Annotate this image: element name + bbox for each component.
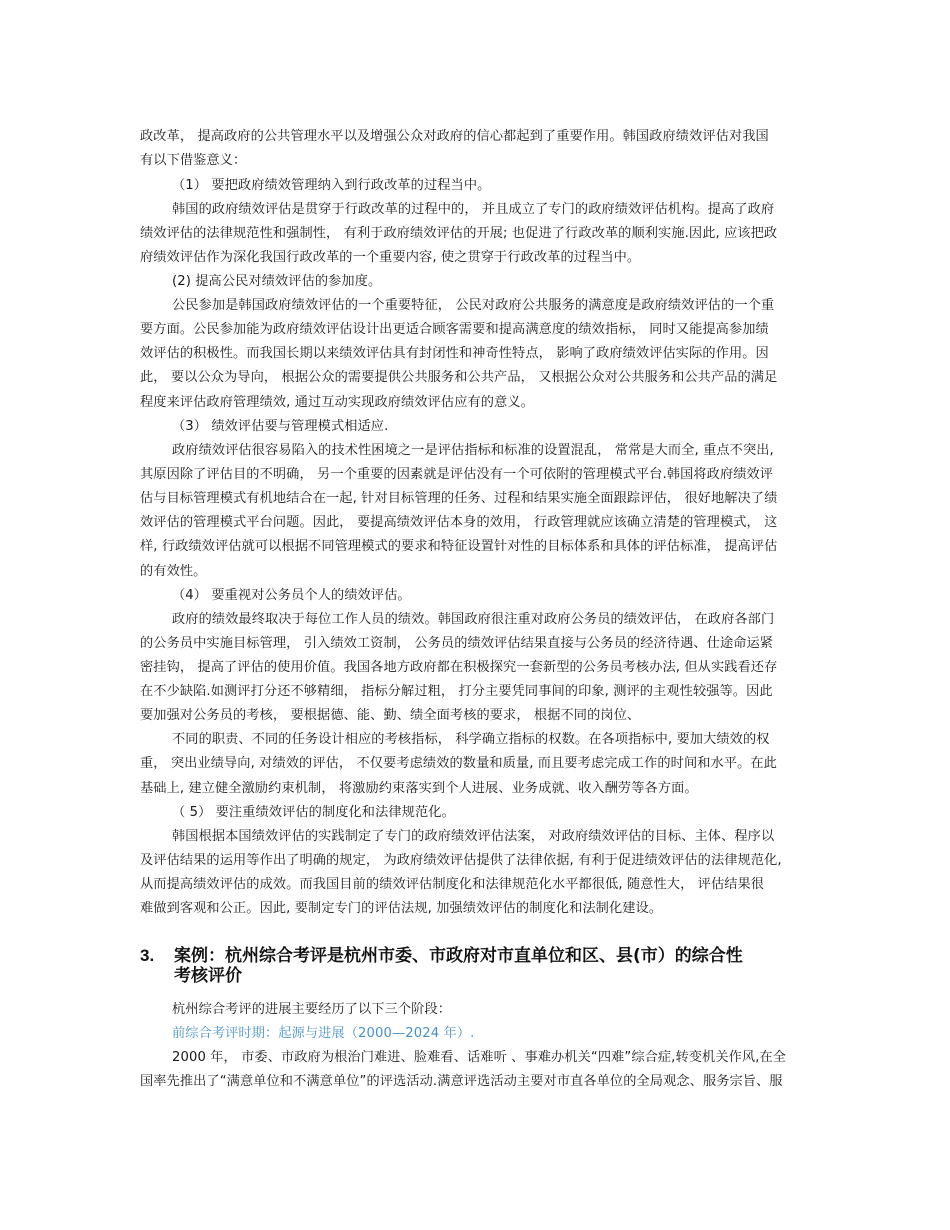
paragraph-line: 杭州综合考评的进展主要经历了以下三个阶段： [172,1002,452,1017]
paragraph-line: 难做到客观和公正。因此, 要制定专门的评估法规, 加强绩效评估的制度化和法制化建设。 [140,901,663,916]
item-heading-2: (2) 提高公民对绩效评估的参加度。 [172,274,382,289]
paragraph-line: 国率先推出了“满意单位和不满意单位”的评选活动.满意评选活动主要对市直各单位的全局观念、服务宗旨、服 [140,1074,783,1089]
paragraph-line: 其原因除了评估目的不明确， 另一个重要的因素就是评估没有一个可依附的管理模式平台.韩国将政府绩效评 [140,467,774,482]
section-title-line-1: 案例：杭州综合考评是杭州市委、市政府对市直单位和区、县(市）的综合性 [174,946,743,966]
paragraph-line: 有以下借鉴意义： [140,153,247,168]
paragraph-line: 公民参加是韩国政府绩效评估的一个重要特征， 公民对政府公共服务的满意度是政府绩效评估的一个重 [172,298,775,313]
paragraph-line: 政府绩效评估很容易陷入的技术性困境之一是评估指标和标准的设置混乱， 常常是大而全, 重点不突出, [172,443,774,458]
paragraph-line: 密挂钩， 提高了评估的使用价值。我国各地方政府都在积极探究一套新型的公务员考核办法, 但从实践看还存 [140,660,778,675]
paragraph-line: 此， 要以公众为导向， 根据公众的需要提供公共服务和公共产品， 又根据公众对公共服务和公共产品的满足 [140,370,778,385]
paragraph-line: 韩国的政府绩效评估是贯穿于行政改革的过程中的， 并且成立了专门的政府绩效评估机构。提高了政府 [172,202,775,217]
section-heading [140,946,743,966]
paragraph-line: 府绩效评估作为深化我国行政改革的一个重要内容, 使之贯穿于行政改革的过程当中。 [140,250,641,265]
paragraph-line: 估与目标管理模式有机地结合在一起, 针对目标管理的任务、过程和结果实施全面跟踪评估， 很好地解决了绩 [140,491,778,506]
paragraph-line: 程度来评估政府管理绩效, 通过互动实现政府绩效评估应有的意义。 [140,395,534,410]
section-number: 3. [140,946,155,965]
paragraph-line: 样, 行政绩效评估就可以根据不同管理模式的要求和特征设置针对性的目标体系和具体的评估标准， 提高评估 [140,539,778,554]
paragraph-line: 2000 年， 市委、市政府为根治门难进、脸难看、话难听 、事难办机关“四难”综合症,转变机关作风,在全 [172,1050,787,1065]
item-heading-3: （3） 绩效评估要与管理模式相适应. [172,419,389,434]
paragraph-line: 的有效性。 [140,564,207,579]
item-heading-4: （4） 要重视对公务员个人的绩效评估。 [172,588,411,603]
paragraph-line: 绩效评估的法律规范性和强制性， 有利于政府绩效评估的开展; 也促进了行政改革的顺利实施.因此, 应该把政 [140,226,778,241]
item-heading-1: （1） 要把政府绩效管理纳入到行政改革的过程当中。 [172,178,491,193]
paragraph-line: 政府的绩效最终取决于每位工作人员的绩效。韩国政府很注重对政府公务员的绩效评估， 在政府各部门 [172,612,775,627]
section-title-line-2: 考核评价 [174,966,242,986]
paragraph-line: 从而提高绩效评估的成效。而我国目前的绩效评估制度化和法律规范化水平都很低, 随意性大， 评估结果很 [140,877,765,892]
paragraph-line: 不同的职责、不同的任务设计相应的考核指标， 科学确立指标的权数。在各项指标中, 要加大绩效的权 [172,732,770,747]
paragraph-line: 韩国根据本国绩效评估的实践制定了专门的政府绩效评估法案， 对政府绩效评估的目标、主体、程序以 [172,829,775,844]
paragraph-line: 重， 突出业绩导向, 对绩效的评估， 不仅要考虑绩效的数量和质量, 而且要考虑完成工作的时间和水平。在此 [140,756,777,771]
paragraph-line: 效评估的管理模式平台问题。因此， 要提高绩效评估本身的效用， 行政管理就应该确立清楚的管理模式， 这 [140,515,778,530]
paragraph-line: 及评估结果的运用等作出了明确的规定， 为政府绩效评估提供了法律依据, 有利于促进绩效评估的法律规范化, [140,853,782,868]
paragraph-line: 的公务员中实施目标管理， 引入绩效工资制， 公务员的绩效评估结果直接与公务员的经济待遇、仕途命运紧 [140,636,774,651]
item-heading-5: （ 5） 要注重绩效评估的制度化和法律规范化。 [172,805,455,820]
paragraph-line: 效评估的积极性。而我国长期以来绩效评估具有封闭性和神奇性特点， 影响了政府绩效评估实际的作用。因 [140,346,769,361]
paragraph-line: 政改革， 提高政府的公共管理水平以及增强公众对政府的信心都起到了重要作用。韩国政府绩效评估对我国 [140,129,769,144]
paragraph-line: 基础上, 建立健全激励约束机制， 将激励约束落实到个人进展、业务成就、收入酬劳等各方面。 [140,781,698,796]
paragraph-line: 在不少缺陷.如测评打分还不够精细， 指标分解过粗， 打分主要凭同事间的印象, 测评的主观性较强等。因此 [140,684,773,699]
phase-heading: 前综合考评时期：起源与进展（2000—2024 年）. [172,1026,475,1041]
paragraph-line: 要方面。公民参加能为政府绩效评估设计出更适合顾客需要和提高满意度的绩效指标， 同时又能提高参加绩 [140,322,769,337]
paragraph-line: 要加强对公务员的考核， 要根据德、能、勤、绩全面考核的要求， 根据不同的岗位、 [140,708,641,723]
